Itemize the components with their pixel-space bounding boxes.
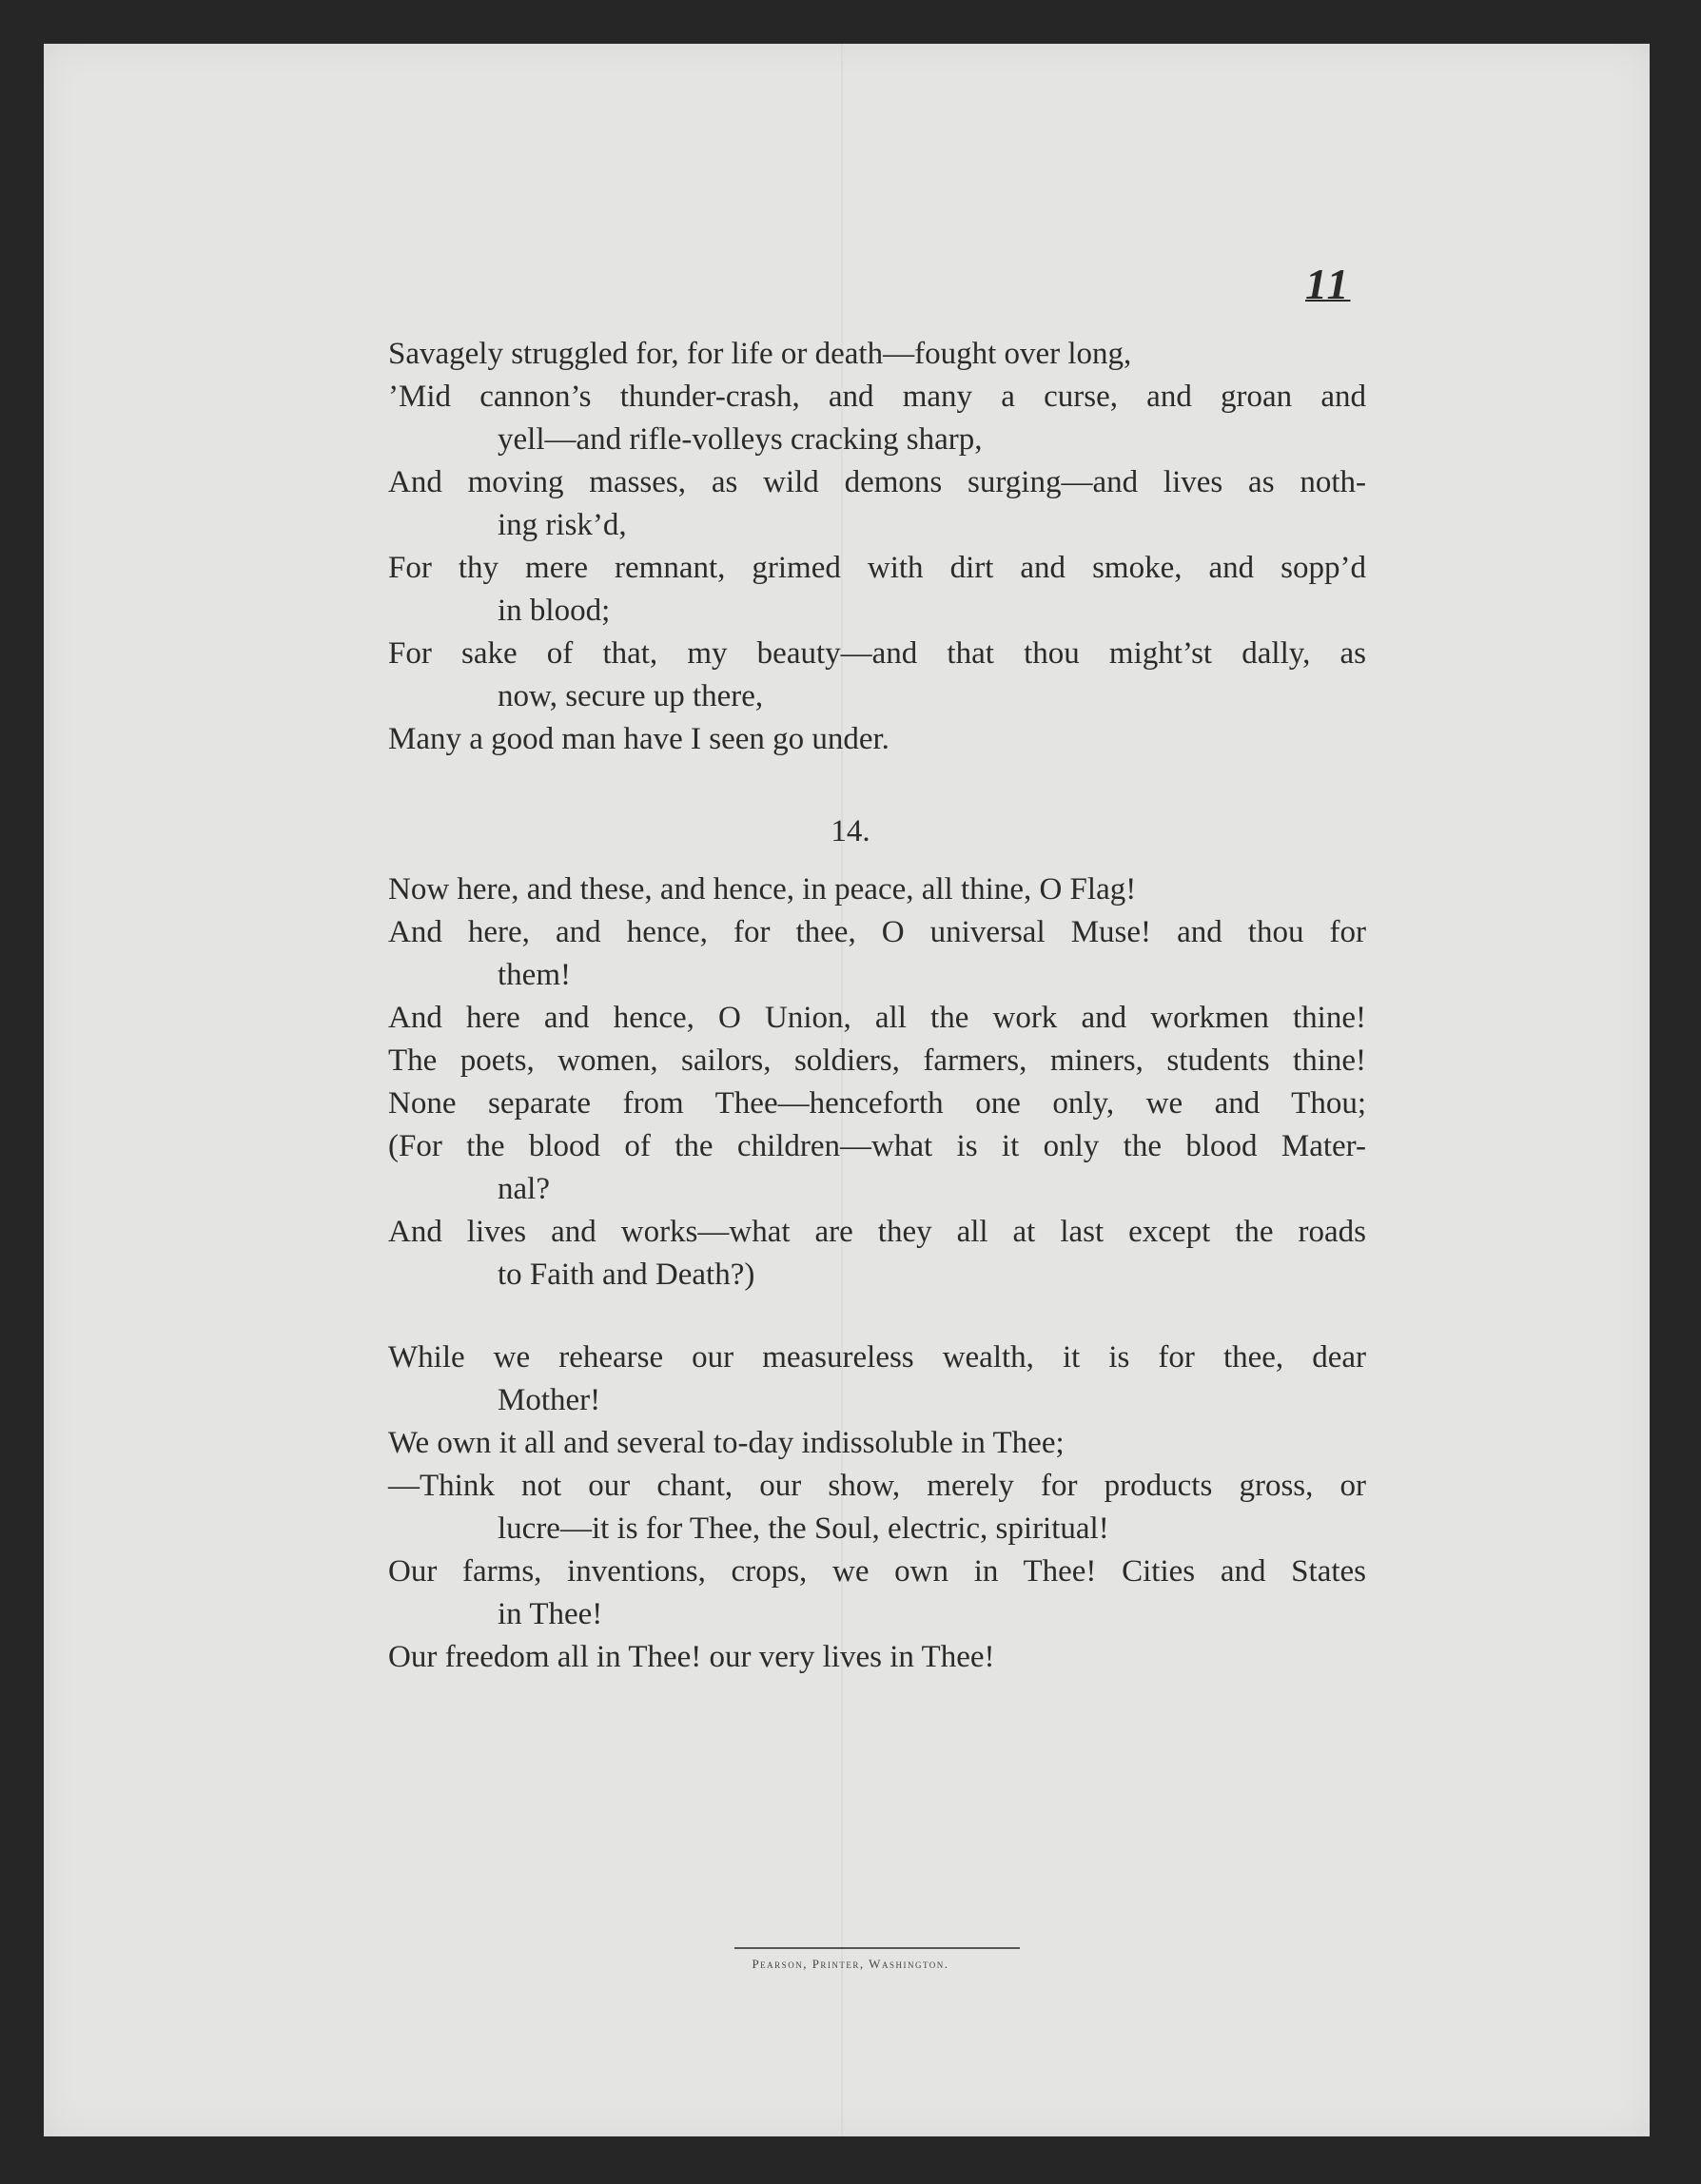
verse-line: For sake of that, my beauty—and that thou might’st dally, as xyxy=(388,636,1366,671)
verse-line: Many a good man have I seen go under. xyxy=(388,722,890,756)
verse-line: ’Mid cannon’s thunder-crash, and many a curse, and groan and xyxy=(388,380,1366,414)
verse-line-continuation: nal? xyxy=(498,1172,550,1206)
verse-line: For thy mere remnant, grimed with dirt and smoke, and sopp’d xyxy=(388,551,1366,585)
verse-line-continuation: to Faith and Death?) xyxy=(498,1258,755,1292)
verse-line-continuation: in blood; xyxy=(498,594,611,628)
verse-line: Savagely struggled for, for life or death—fought over long, xyxy=(388,337,1132,371)
verse-line-continuation: Mother! xyxy=(498,1383,601,1417)
verse-line: And moving masses, as wild demons surging—and lives as noth- xyxy=(388,465,1366,499)
printer-imprint: Pearson, Printer, Washington. xyxy=(752,1957,949,1971)
verse-line: (For the blood of the children—what is it only the blood Mater- xyxy=(388,1129,1366,1163)
stanza-b xyxy=(388,868,1366,1297)
imprint-rule xyxy=(734,1947,1020,1949)
verse-line: We own it all and several to-day indissoluble in Thee; xyxy=(388,1426,1065,1460)
verse-line: Now here, and these, and hence, in peace, all thine, O Flag! xyxy=(388,872,1137,907)
verse-line-continuation: now, secure up there, xyxy=(498,679,764,713)
verse-line: —Think not our chant, our show, merely for products gross, or xyxy=(388,1469,1366,1503)
verse-line: And lives and works—what are they all at last except the roads xyxy=(388,1215,1366,1249)
verse-line-continuation: them! xyxy=(498,958,571,992)
verse-line-continuation: lucre—it is for Thee, the Soul, electric, spiritual! xyxy=(498,1511,1109,1546)
verse-line: And here, and hence, for thee, O universal Muse! and thou for xyxy=(388,915,1366,949)
verse-line: None separate from Thee—henceforth one only, we and Thou; xyxy=(388,1086,1366,1121)
verse-line: Our freedom all in Thee! our very lives in Thee! xyxy=(388,1640,995,1674)
stanza-c xyxy=(388,1336,1366,1679)
page-number: 11 xyxy=(1305,260,1351,308)
verse-line-continuation: ing risk’d, xyxy=(498,508,627,542)
section-heading: 14. xyxy=(831,814,870,848)
verse-line-continuation: yell—and rifle-volleys cracking sharp, xyxy=(498,422,983,457)
verse-line-continuation: in Thee! xyxy=(498,1597,603,1631)
verse-line: The poets, women, sailors, soldiers, farmers, miners, students thine! xyxy=(388,1043,1366,1078)
verse-line: Our farms, inventions, crops, we own in Thee! Cities and States xyxy=(388,1554,1366,1589)
verse-line: While we rehearse our measureless wealth, it is for thee, dear xyxy=(388,1340,1366,1375)
verse-line: And here and hence, O Union, all the work and workmen thine! xyxy=(388,1001,1366,1035)
stanza-a xyxy=(388,333,1366,761)
